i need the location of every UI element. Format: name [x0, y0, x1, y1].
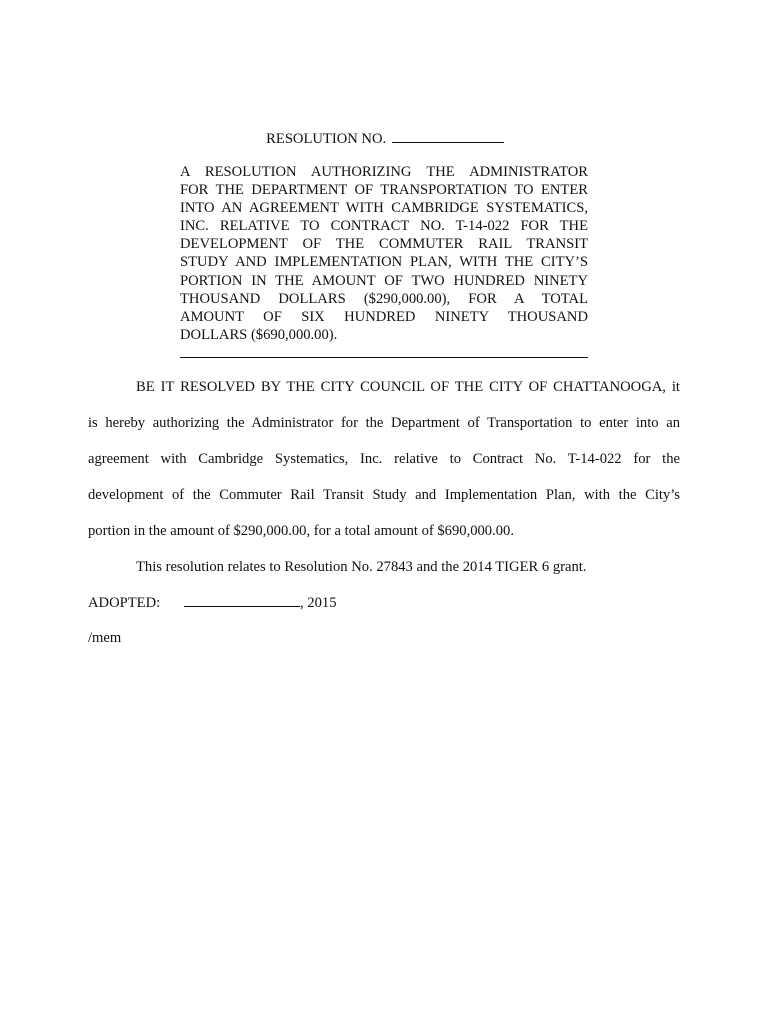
body-line: agreement with Cambridge Systematics, Inc. relative to Contract No. T-14-022 for the — [88, 451, 680, 467]
resolution-number-label: RESOLUTION NO. — [266, 131, 387, 147]
caption-line: STUDY AND IMPLEMENTATION PLAN, WITH THE CITY’S — [180, 254, 588, 271]
body-line: BE IT RESOLVED BY THE CITY COUNCIL OF THE CITY OF CHATTANOOGA, it — [136, 379, 680, 395]
adopted-year: , 2015 — [300, 595, 337, 611]
body-line: is hereby authorizing the Administrator for the Department of Transportation to enter into an — [88, 415, 680, 431]
caption-line: AMOUNT OF SIX HUNDRED NINETY THOUSAND — [180, 308, 588, 325]
resolution-number-blank — [392, 129, 504, 143]
adopted-date-blank — [184, 593, 300, 607]
body-line: portion in the amount of $290,000.00, for a total amount of $690,000.00. — [88, 523, 514, 539]
resolved-paragraph — [88, 377, 680, 557]
resolution-caption — [180, 163, 588, 344]
caption-line: THOUSAND DOLLARS ($290,000.00), FOR A TOTAL — [180, 290, 588, 307]
caption-line: DOLLARS ($690,000.00). — [180, 326, 338, 343]
resolution-title — [0, 129, 770, 148]
caption-line: INC. RELATIVE TO CONTRACT NO. T-14-022 FOR THE — [180, 218, 588, 235]
adopted-label: ADOPTED: — [88, 595, 161, 611]
caption-line: DEVELOPMENT OF THE COMMUTER RAIL TRANSIT — [180, 236, 588, 253]
caption-line: A RESOLUTION AUTHORIZING THE ADMINISTRATOR — [180, 164, 588, 180]
caption-line: FOR THE DEPARTMENT OF TRANSPORTATION TO ENTER — [180, 182, 588, 199]
caption-line: PORTION IN THE AMOUNT OF TWO HUNDRED NINETY — [180, 272, 588, 289]
adopted-line — [88, 593, 336, 613]
caption-divider — [180, 357, 588, 358]
typist-initials: /mem — [88, 630, 122, 646]
relates-paragraph: This resolution relates to Resolution No. 27843 and the 2014 TIGER 6 grant. — [136, 559, 587, 575]
body-line: development of the Commuter Rail Transit Study and Implementation Plan, with the City’s — [88, 487, 680, 503]
caption-line: INTO AN AGREEMENT WITH CAMBRIDGE SYSTEMATICS, — [180, 200, 588, 217]
